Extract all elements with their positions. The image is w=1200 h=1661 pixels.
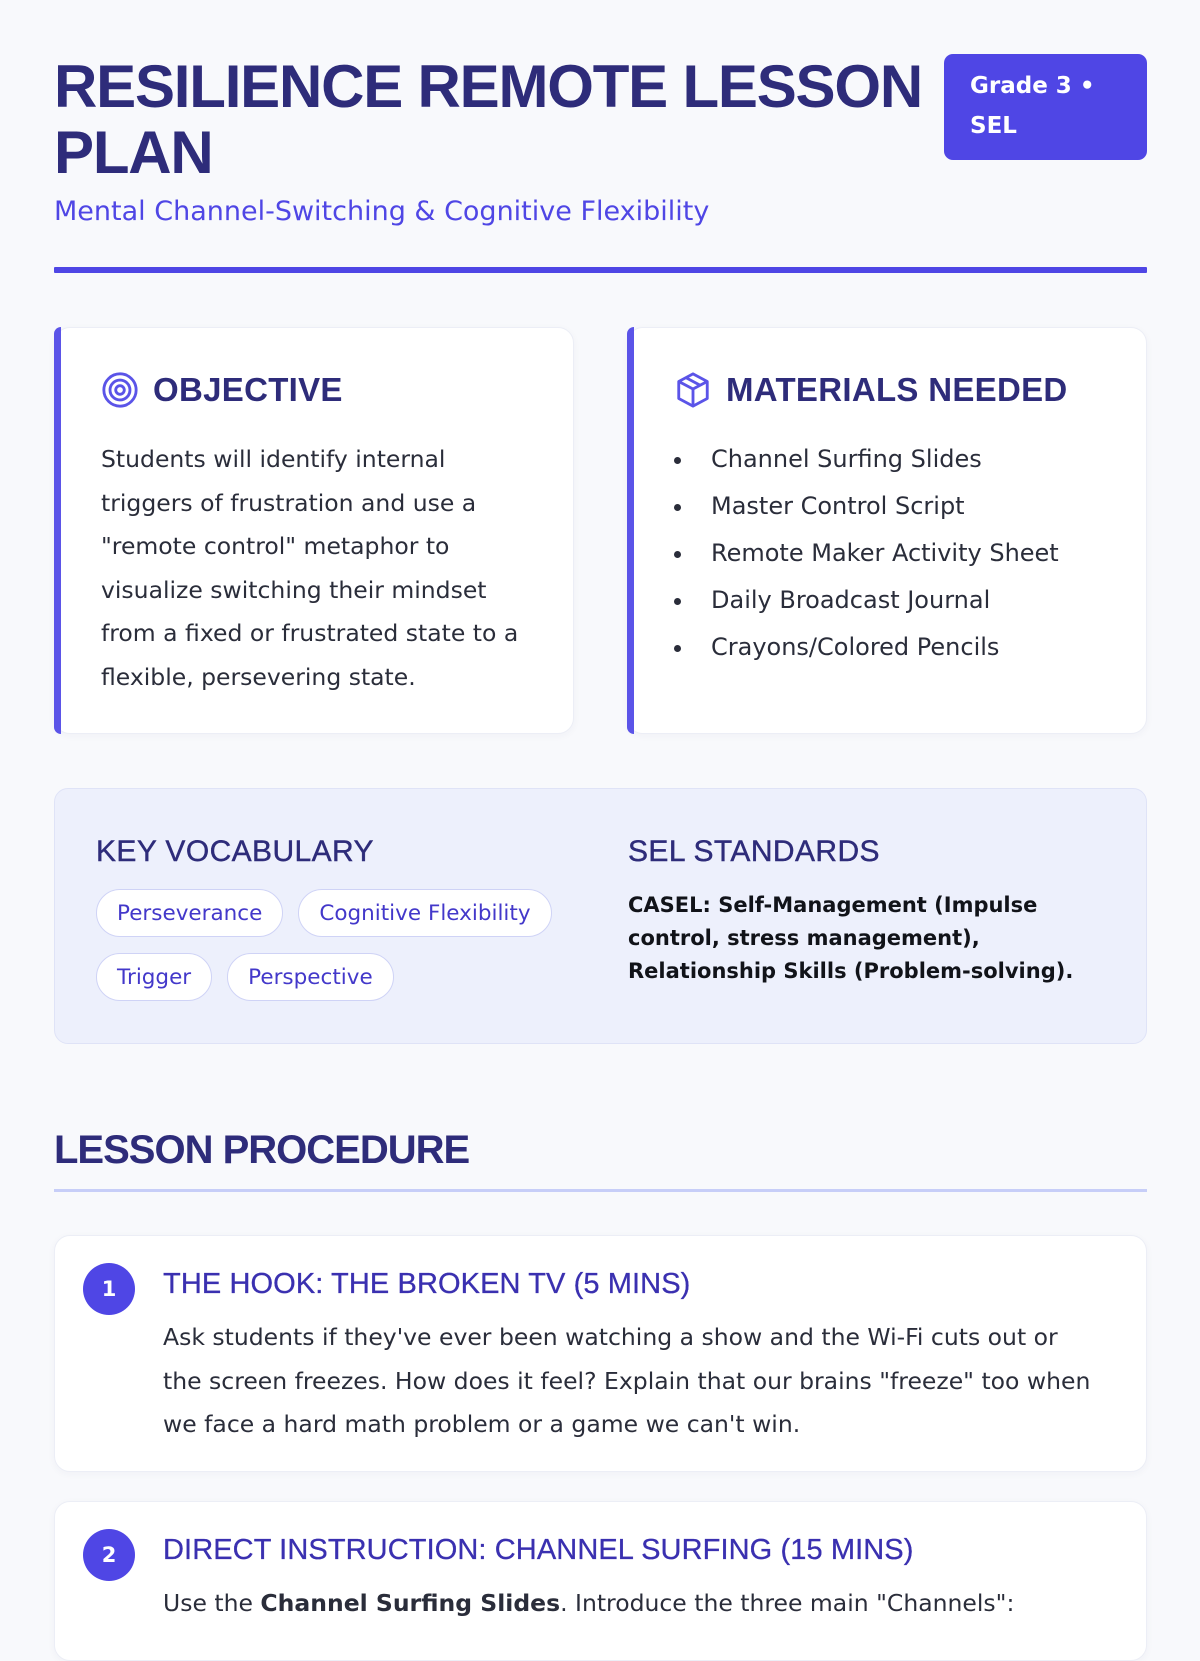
objective-heading-label: OBJECTIVE — [153, 371, 343, 408]
step-text-prefix: Use the — [163, 1589, 261, 1617]
step-text-suffix: . Introduce the three main "Channels": — [560, 1589, 1015, 1617]
procedure-step — [54, 1501, 1147, 1661]
list-item: Daily Broadcast Journal — [674, 577, 1059, 624]
standards-heading: SEL STANDARDS — [628, 835, 880, 868]
vocab-chip: Perseverance — [96, 889, 283, 937]
target-icon — [101, 371, 139, 409]
materials-card — [627, 327, 1147, 734]
procedure-divider — [54, 1189, 1147, 1192]
vocab-chip: Perspective — [227, 953, 394, 1001]
vocabulary-heading: KEY VOCABULARY — [96, 835, 374, 868]
vocab-chip: Trigger — [96, 953, 212, 1001]
vocabulary-panel — [54, 788, 1147, 1044]
step-text-materials-ref: Channel Surfing Slides — [260, 1589, 561, 1617]
step-text — [163, 1582, 1103, 1626]
list-item: Channel Surfing Slides — [674, 436, 1059, 483]
list-item: Crayons/Colored Pencils — [674, 624, 1059, 671]
vocab-chip: Cognitive Flexibility — [298, 889, 551, 937]
list-item: Remote Maker Activity Sheet — [674, 530, 1059, 577]
objective-text: Students will identify internal triggers of frustration and use a "remote control" metaphor to visualize switching their mindset from a fixed or frustrated state to a flexible, persevering state. — [101, 445, 519, 691]
objective-heading — [101, 370, 343, 410]
step-number: 2 — [83, 1529, 135, 1581]
materials-heading — [674, 370, 1068, 410]
header — [54, 54, 1147, 244]
materials-heading-label: MATERIALS NEEDED — [726, 371, 1068, 408]
step-title: THE HOOK: THE BROKEN TV (5 MINS) — [163, 1268, 691, 1300]
list-item: Master Control Script — [674, 483, 1059, 530]
header-divider — [54, 267, 1147, 273]
page-subtitle: Mental Channel-Switching & Cognitive Flexibility — [54, 196, 710, 227]
vocabulary-chips — [96, 889, 576, 1001]
objective-card — [54, 327, 574, 734]
grade-badge: Grade 3 • SEL — [944, 54, 1147, 160]
package-icon — [674, 371, 712, 409]
materials-list — [674, 436, 1059, 671]
step-text: Ask students if they've ever been watching a show and the Wi-Fi cuts out or the screen freezes. How does it feel? Explain that our brains "freeze" too when we face a hard math problem or a game we can't win. — [163, 1323, 1091, 1438]
page-title: RESILIENCE REMOTE LESSON PLAN — [54, 53, 922, 186]
procedure-step — [54, 1235, 1147, 1472]
standards-text: CASEL: Self-Management (Impulse control, stress management), Relationship Skills (Problem-solving). — [628, 893, 1074, 983]
step-title: DIRECT INSTRUCTION: CHANNEL SURFING (15 MINS) — [163, 1534, 914, 1566]
procedure-heading: LESSON PROCEDURE — [54, 1128, 470, 1172]
step-number: 1 — [83, 1263, 135, 1315]
